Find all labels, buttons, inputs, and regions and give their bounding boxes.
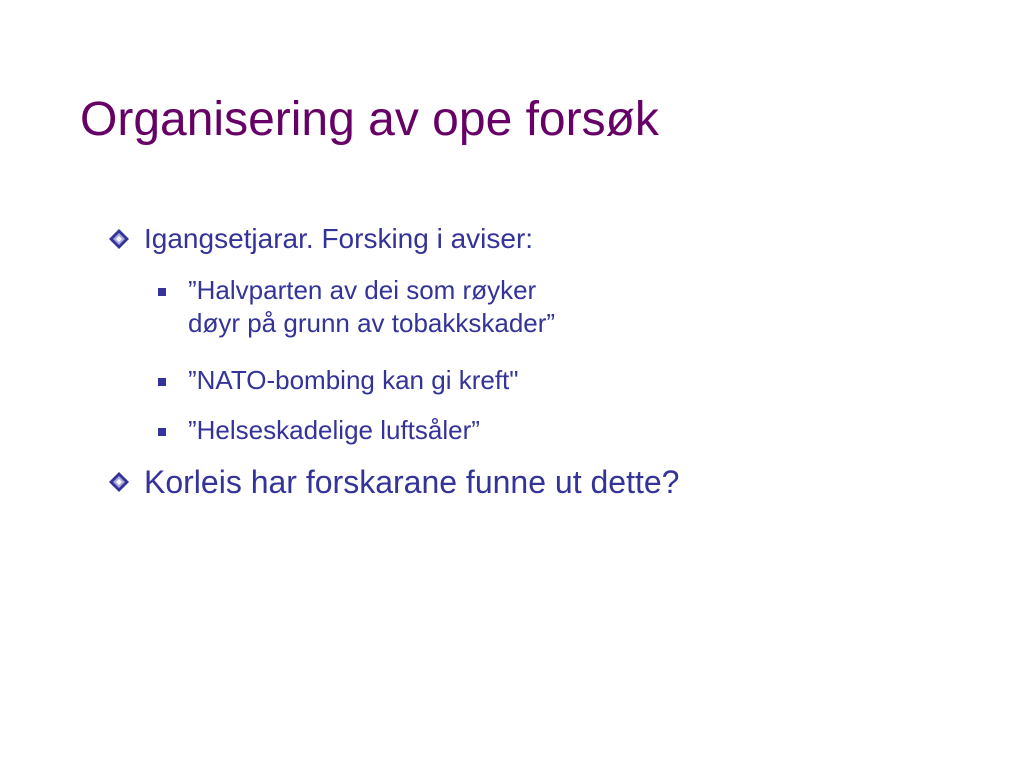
square-bullet-icon bbox=[158, 428, 166, 436]
bullet-text: Igangsetjarar. Forsking i aviser: bbox=[144, 223, 534, 254]
sub-bullet-line: ”Helseskadelige luftsåler” bbox=[188, 415, 480, 445]
sub-bullet-line: døyr på grunn av tobakkskader” bbox=[188, 308, 556, 338]
sub-bullet-text bbox=[188, 364, 519, 397]
slide-title: Organisering av ope forsøk bbox=[80, 93, 659, 146]
diamond-bullet-icon bbox=[108, 471, 130, 493]
diamond-bullet-icon bbox=[108, 228, 130, 250]
sub-bullet-line: ”NATO-bombing kan gi kreft" bbox=[188, 365, 519, 395]
sub-bullet-text bbox=[188, 274, 555, 340]
sub-bullet-line: ”Halvparten av dei som røyker bbox=[188, 275, 537, 305]
square-bullet-icon bbox=[158, 378, 166, 386]
square-bullet-icon bbox=[158, 288, 166, 296]
sub-bullet-text bbox=[188, 414, 480, 447]
bullet-text: Korleis har forskarane funne ut dette? bbox=[144, 464, 680, 500]
